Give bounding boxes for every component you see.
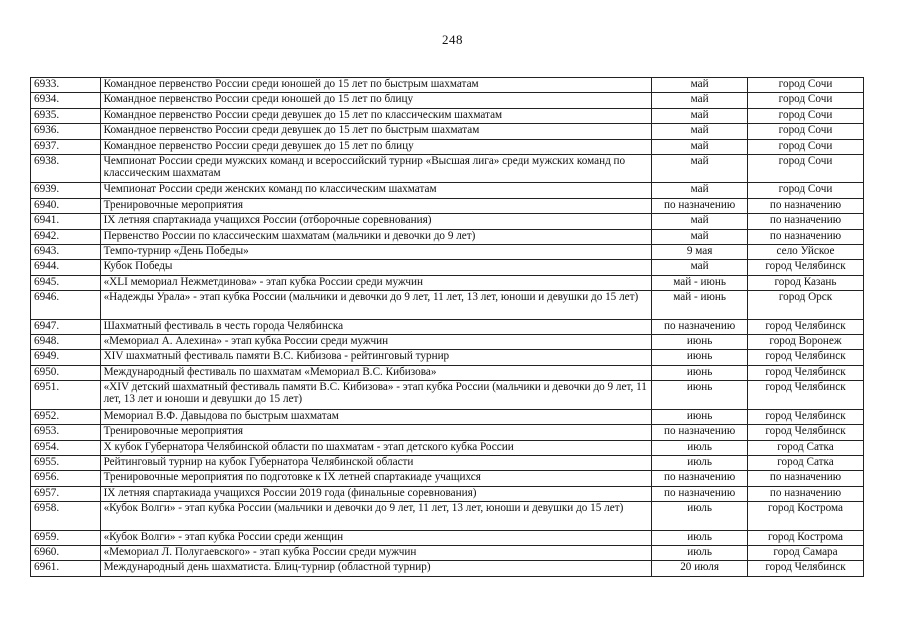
event-date: июль — [652, 502, 748, 531]
row-number: 6938. — [31, 154, 101, 183]
event-date: июль — [652, 530, 748, 545]
row-number: 6957. — [31, 486, 101, 501]
row-number: 6950. — [31, 365, 101, 380]
events-table — [30, 77, 864, 577]
table-row — [31, 260, 864, 275]
event-date: июнь — [652, 409, 748, 424]
table-row — [31, 183, 864, 198]
row-number: 6943. — [31, 245, 101, 260]
table-row — [31, 93, 864, 108]
event-place: город Воронеж — [748, 335, 864, 350]
event-place: город Челябинск — [748, 425, 864, 440]
event-date: май — [652, 260, 748, 275]
event-name: XIV шахматный фестиваль памяти В.С. Кибизова - рейтинговый турнир — [100, 350, 652, 365]
row-number: 6956. — [31, 471, 101, 486]
row-number: 6939. — [31, 183, 101, 198]
event-date: май — [652, 139, 748, 154]
row-number: 6958. — [31, 502, 101, 531]
event-place: город Сочи — [748, 154, 864, 183]
event-name: Мемориал В.Ф. Давыдова по быстрым шахматам — [100, 409, 652, 424]
table-row — [31, 545, 864, 560]
event-name: Чемпионат России среди женских команд по классическим шахматам — [100, 183, 652, 198]
event-date: май - июнь — [652, 291, 748, 320]
event-date: по назначению — [652, 425, 748, 440]
event-date: май — [652, 78, 748, 93]
row-number: 6945. — [31, 275, 101, 290]
event-date: май — [652, 183, 748, 198]
row-number: 6955. — [31, 455, 101, 470]
table-row — [31, 486, 864, 501]
event-date: май - июнь — [652, 275, 748, 290]
table-row — [31, 455, 864, 470]
table-row — [31, 291, 864, 320]
table-row — [31, 471, 864, 486]
table-row — [31, 335, 864, 350]
event-place: город Сочи — [748, 78, 864, 93]
row-number: 6947. — [31, 319, 101, 334]
event-name: Тренировочные мероприятия по подготовке к IX летней спартакиаде учащихся — [100, 471, 652, 486]
event-name: «Кубок Волги» - этап кубка России (мальчики и девочки до 9 лет, 11 лет, 13 лет, юноши и девушки до 15 лет) — [100, 502, 652, 531]
event-date: май — [652, 154, 748, 183]
event-place: город Орск — [748, 291, 864, 320]
event-name: «Мемориал Л. Полугаевского» - этап кубка России среди мужчин — [100, 545, 652, 560]
event-name: Рейтинговый турнир на кубок Губернатора Челябинской области — [100, 455, 652, 470]
table-row — [31, 108, 864, 123]
event-place: по назначению — [748, 229, 864, 244]
table-row — [31, 275, 864, 290]
table-row — [31, 409, 864, 424]
event-name: Командное первенство России среди юношей до 15 лет по блицу — [100, 93, 652, 108]
table-row — [31, 78, 864, 93]
event-date: май — [652, 108, 748, 123]
event-place: город Кострома — [748, 502, 864, 531]
row-number: 6936. — [31, 124, 101, 139]
row-number: 6948. — [31, 335, 101, 350]
table-row — [31, 229, 864, 244]
row-number: 6946. — [31, 291, 101, 320]
event-place: город Сочи — [748, 108, 864, 123]
event-date: 9 мая — [652, 245, 748, 260]
event-name: Шахматный фестиваль в честь города Челябинска — [100, 319, 652, 334]
event-name: Чемпионат России среди мужских команд и всероссийский турнир «Высшая лига» среди мужских команд по классическим шахматам — [100, 154, 652, 183]
event-date: июль — [652, 440, 748, 455]
page-number: 248 — [442, 32, 463, 47]
event-place: село Уйское — [748, 245, 864, 260]
table-row — [31, 365, 864, 380]
event-place: город Казань — [748, 275, 864, 290]
event-place: город Челябинск — [748, 365, 864, 380]
row-number: 6959. — [31, 530, 101, 545]
row-number: 6951. — [31, 381, 101, 410]
row-number: 6942. — [31, 229, 101, 244]
row-number: 6949. — [31, 350, 101, 365]
table-row — [31, 425, 864, 440]
event-place: город Челябинск — [748, 561, 864, 576]
table-row — [31, 139, 864, 154]
event-place: город Сочи — [748, 139, 864, 154]
event-name: Международный фестиваль по шахматам «Мемориал В.С. Кибизова» — [100, 365, 652, 380]
event-name: «XLI мемориал Нежметдинова» - этап кубка России среди мужчин — [100, 275, 652, 290]
event-place: город Челябинск — [748, 319, 864, 334]
event-place: по назначению — [748, 471, 864, 486]
events-table-body — [31, 78, 864, 577]
event-place: город Сочи — [748, 124, 864, 139]
event-date: по назначению — [652, 319, 748, 334]
event-name: «Мемориал А. Алехина» - этап кубка России среди мужчин — [100, 335, 652, 350]
event-place: город Сатка — [748, 455, 864, 470]
event-date: май — [652, 124, 748, 139]
event-date: июль — [652, 455, 748, 470]
event-date: июнь — [652, 335, 748, 350]
row-number: 6954. — [31, 440, 101, 455]
event-name: «XIV детский шахматный фестиваль памяти В.С. Кибизова» - этап кубка России (мальчики и девочки до 9 лет, 11 лет, 13 лет и юноши и девушки до 15 лет) — [100, 381, 652, 410]
event-name: X кубок Губернатора Челябинской области по шахматам - этап детского кубка России — [100, 440, 652, 455]
table-row — [31, 245, 864, 260]
event-name: Международный день шахматиста. Блиц-турнир (областной турнир) — [100, 561, 652, 576]
row-number: 6960. — [31, 545, 101, 560]
event-date: июнь — [652, 381, 748, 410]
table-row — [31, 502, 864, 531]
row-number: 6953. — [31, 425, 101, 440]
event-date: июнь — [652, 350, 748, 365]
table-row — [31, 381, 864, 410]
event-date: 20 июля — [652, 561, 748, 576]
event-place: город Сочи — [748, 183, 864, 198]
row-number: 6933. — [31, 78, 101, 93]
event-name: Первенство России по классическим шахматам (мальчики и девочки до 9 лет) — [100, 229, 652, 244]
event-place: по назначению — [748, 198, 864, 213]
event-name: Тренировочные мероприятия — [100, 198, 652, 213]
row-number: 6934. — [31, 93, 101, 108]
event-date: по назначению — [652, 471, 748, 486]
event-name: Командное первенство России среди девушек до 15 лет по блицу — [100, 139, 652, 154]
event-date: май — [652, 93, 748, 108]
event-place: город Челябинск — [748, 260, 864, 275]
table-row — [31, 198, 864, 213]
table-row — [31, 530, 864, 545]
event-date: июль — [652, 545, 748, 560]
event-name: Командное первенство России среди девушек до 15 лет по быстрым шахматам — [100, 124, 652, 139]
event-name: Тренировочные мероприятия — [100, 425, 652, 440]
event-place: город Челябинск — [748, 350, 864, 365]
row-number: 6941. — [31, 214, 101, 229]
event-place: по назначению — [748, 486, 864, 501]
table-row — [31, 440, 864, 455]
event-place: город Кострома — [748, 530, 864, 545]
table-row — [31, 154, 864, 183]
event-place: город Челябинск — [748, 409, 864, 424]
event-name: Командное первенство России среди юношей до 15 лет по быстрым шахматам — [100, 78, 652, 93]
event-date: май — [652, 214, 748, 229]
event-name: IX летняя спартакиада учащихся России (отборочные соревнования) — [100, 214, 652, 229]
table-row — [31, 350, 864, 365]
event-name: Командное первенство России среди девушек до 15 лет по классическим шахматам — [100, 108, 652, 123]
row-number: 6961. — [31, 561, 101, 576]
event-place: по назначению — [748, 214, 864, 229]
event-name: «Кубок Волги» - этап кубка России среди женщин — [100, 530, 652, 545]
event-date: по назначению — [652, 198, 748, 213]
table-row — [31, 214, 864, 229]
event-place: город Сочи — [748, 93, 864, 108]
event-place: город Сатка — [748, 440, 864, 455]
event-place: город Челябинск — [748, 381, 864, 410]
event-name: Кубок Победы — [100, 260, 652, 275]
row-number: 6937. — [31, 139, 101, 154]
event-place: город Самара — [748, 545, 864, 560]
event-name: Темпо-турнир «День Победы» — [100, 245, 652, 260]
event-name: IX летняя спартакиада учащихся России 2019 года (финальные соревнования) — [100, 486, 652, 501]
row-number: 6940. — [31, 198, 101, 213]
table-row — [31, 561, 864, 576]
table-row — [31, 319, 864, 334]
row-number: 6952. — [31, 409, 101, 424]
event-date: май — [652, 229, 748, 244]
event-name: «Надежды Урала» - этап кубка России (мальчики и девочки до 9 лет, 11 лет, 13 лет, юноши и девушки до 15 лет) — [100, 291, 652, 320]
event-date: по назначению — [652, 486, 748, 501]
row-number: 6935. — [31, 108, 101, 123]
table-row — [31, 124, 864, 139]
event-date: июнь — [652, 365, 748, 380]
row-number: 6944. — [31, 260, 101, 275]
